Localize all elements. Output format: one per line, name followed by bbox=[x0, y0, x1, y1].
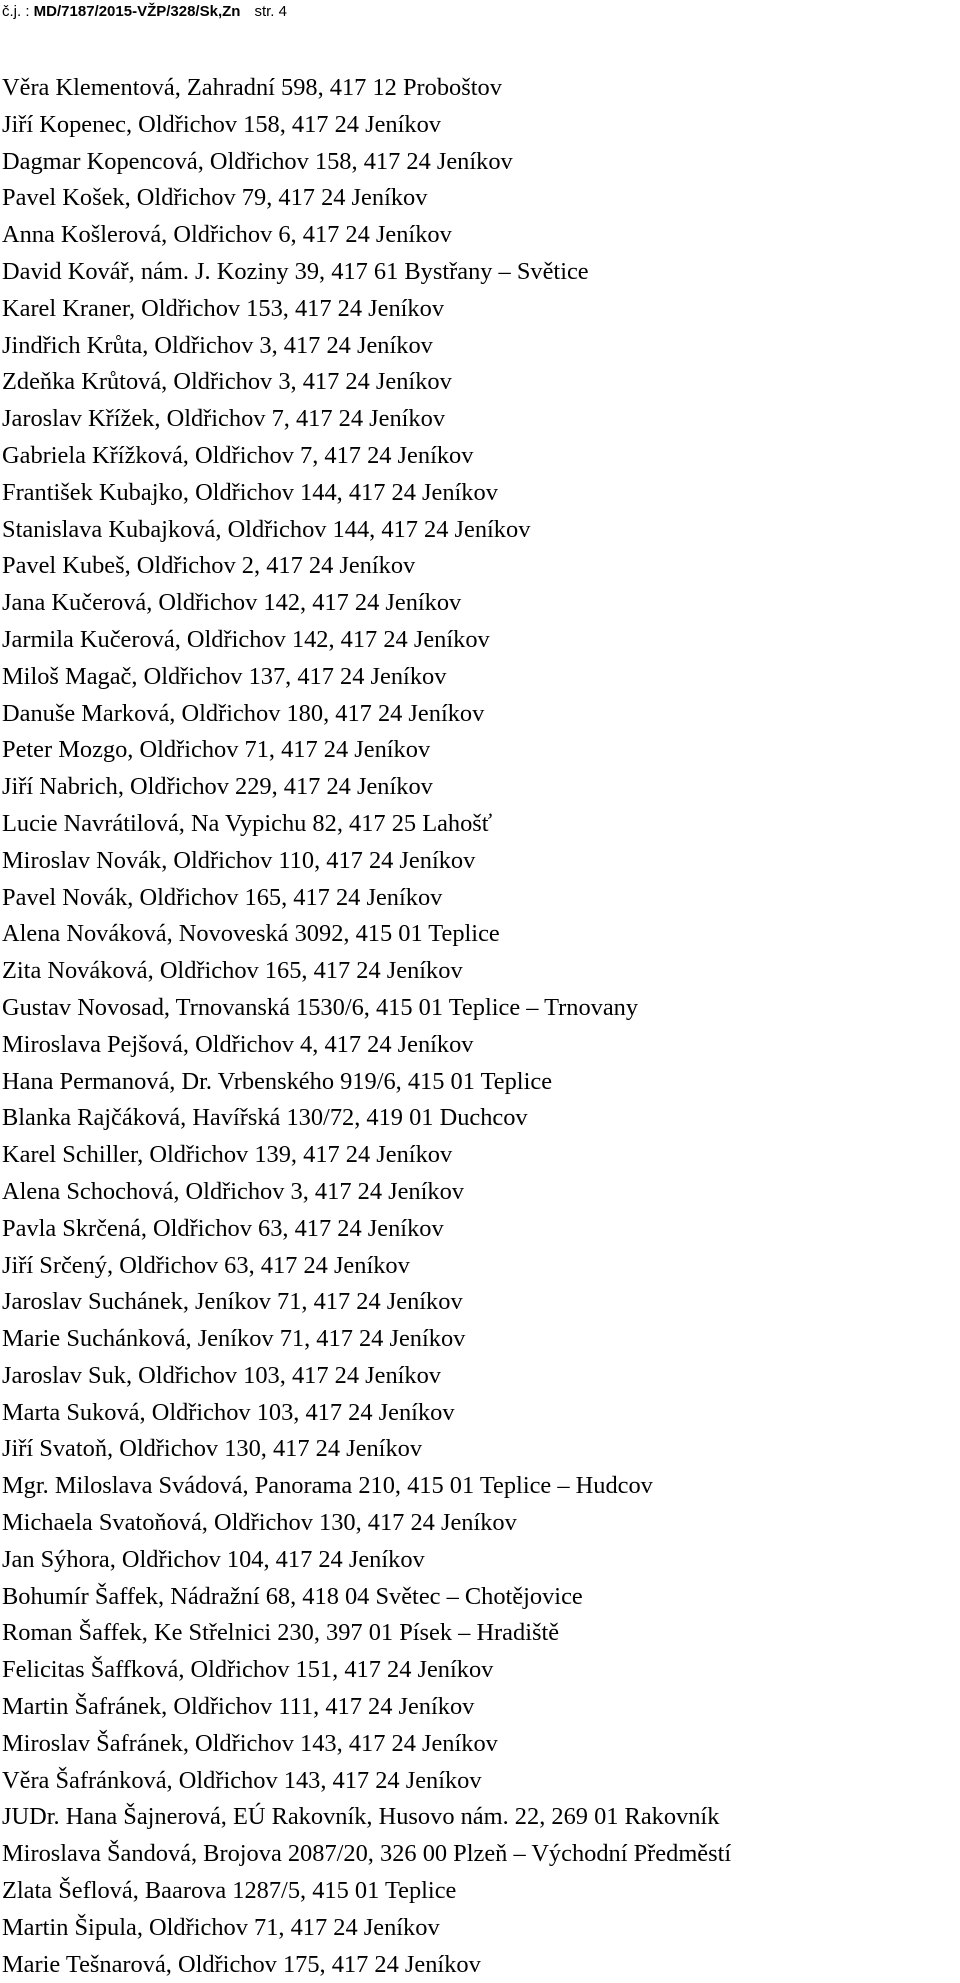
address-entry: Zita Nováková, Oldřichov 165, 417 24 Jeníkov bbox=[2, 957, 463, 985]
address-entry: Jiří Kopenec, Oldřichov 158, 417 24 Jeníkov bbox=[2, 110, 441, 138]
address-entry: Dagmar Kopencová, Oldřichov 158, 417 24 Jeníkov bbox=[2, 147, 513, 175]
address-entry: Pavel Kubeš, Oldřichov 2, 417 24 Jeníkov bbox=[2, 552, 416, 580]
address-entry: František Kubajko, Oldřichov 144, 417 24 Jeníkov bbox=[2, 478, 498, 506]
address-entry: Jaroslav Suk, Oldřichov 103, 417 24 Jeníkov bbox=[2, 1361, 441, 1389]
address-entry: Gabriela Křížková, Oldřichov 7, 417 24 Jeníkov bbox=[2, 441, 474, 469]
address-entry: Zdeňka Krůtová, Oldřichov 3, 417 24 Jeníkov bbox=[2, 368, 452, 396]
address-entry: Jaroslav Křížek, Oldřichov 7, 417 24 Jeníkov bbox=[2, 405, 446, 433]
address-entry: Jana Kučerová, Oldřichov 142, 417 24 Jeníkov bbox=[2, 589, 462, 617]
address-entry: Roman Šaffek, Ke Střelnici 230, 397 01 Písek – Hradiště bbox=[2, 1619, 560, 1647]
address-entry: Miroslava Pejšová, Oldřichov 4, 417 24 Jeníkov bbox=[2, 1030, 474, 1058]
address-entry: Michaela Svatoňová, Oldřichov 130, 417 24 Jeníkov bbox=[2, 1509, 517, 1537]
address-entry: Danuše Marková, Oldřichov 180, 417 24 Jeníkov bbox=[2, 699, 485, 727]
address-entry: Lucie Navrátilová, Na Vypichu 82, 417 25 Lahošť bbox=[2, 809, 493, 837]
page-header bbox=[2, 2, 287, 22]
address-entry: Stanislava Kubajková, Oldřichov 144, 417 24 Jeníkov bbox=[2, 515, 531, 543]
address-entry: JUDr. Hana Šajnerová, EÚ Rakovník, Husovo nám. 22, 269 01 Rakovník bbox=[2, 1803, 720, 1831]
address-entry: Karel Schiller, Oldřichov 139, 417 24 Jeníkov bbox=[2, 1141, 453, 1169]
address-entry: Hana Permanová, Dr. Vrbenského 919/6, 415 01 Teplice bbox=[2, 1067, 553, 1095]
address-entry: Věra Šafránková, Oldřichov 143, 417 24 Jeníkov bbox=[2, 1766, 482, 1794]
address-entry: Miroslav Novák, Oldřichov 110, 417 24 Jeníkov bbox=[2, 846, 476, 874]
address-entry: Alena Nováková, Novoveská 3092, 415 01 Teplice bbox=[2, 920, 500, 948]
address-entry: Jiří Nabrich, Oldřichov 229, 417 24 Jeníkov bbox=[2, 773, 433, 801]
reference-prefix: č.j. : bbox=[2, 3, 34, 20]
address-entry: Jiří Srčený, Oldřichov 63, 417 24 Jeníkov bbox=[2, 1251, 410, 1279]
address-entry: Anna Košlerová, Oldřichov 6, 417 24 Jeníkov bbox=[2, 221, 452, 249]
address-entry: Pavel Novák, Oldřichov 165, 417 24 Jeníkov bbox=[2, 883, 443, 911]
address-entry: Alena Schochová, Oldřichov 3, 417 24 Jeníkov bbox=[2, 1177, 464, 1205]
page-number: str. 4 bbox=[254, 3, 287, 20]
address-entry: Jan Sýhora, Oldřichov 104, 417 24 Jeníkov bbox=[2, 1545, 425, 1573]
address-entry: Jiří Svatoň, Oldřichov 130, 417 24 Jeníkov bbox=[2, 1435, 423, 1463]
address-entry: Jarmila Kučerová, Oldřichov 142, 417 24 Jeníkov bbox=[2, 625, 490, 653]
address-entry: Mgr. Miloslava Svádová, Panorama 210, 415 01 Teplice – Hudcov bbox=[2, 1472, 653, 1500]
address-list bbox=[2, 70, 731, 1983]
address-entry: Martin Šafránek, Oldřichov 111, 417 24 Jeníkov bbox=[2, 1693, 475, 1721]
address-entry: Karel Kraner, Oldřichov 153, 417 24 Jeníkov bbox=[2, 294, 445, 322]
address-entry: Pavel Košek, Oldřichov 79, 417 24 Jeníkov bbox=[2, 184, 428, 212]
address-entry: Marie Tešnarová, Oldřichov 175, 417 24 Jeníkov bbox=[2, 1950, 481, 1978]
address-entry: Martin Šipula, Oldřichov 71, 417 24 Jeníkov bbox=[2, 1913, 440, 1941]
address-entry: Miroslav Šafránek, Oldřichov 143, 417 24 Jeníkov bbox=[2, 1729, 498, 1757]
address-entry: Zlata Šeflová, Baarova 1287/5, 415 01 Teplice bbox=[2, 1877, 457, 1905]
address-entry: Miloš Magač, Oldřichov 137, 417 24 Jeníkov bbox=[2, 662, 447, 690]
address-entry: Marta Suková, Oldřichov 103, 417 24 Jeníkov bbox=[2, 1398, 455, 1426]
address-entry: Bohumír Šaffek, Nádražní 68, 418 04 Světec – Chotějovice bbox=[2, 1582, 583, 1610]
address-entry: David Kovář, nám. J. Koziny 39, 417 61 Bystřany – Světice bbox=[2, 257, 589, 285]
address-entry: Blanka Rajčáková, Havířská 130/72, 419 01 Duchcov bbox=[2, 1104, 528, 1132]
address-entry: Gustav Novosad, Trnovanská 1530/6, 415 01 Teplice – Trnovany bbox=[2, 993, 639, 1021]
address-entry: Pavla Skrčená, Oldřichov 63, 417 24 Jeníkov bbox=[2, 1214, 444, 1242]
address-entry: Věra Klementová, Zahradní 598, 417 12 Proboštov bbox=[2, 74, 502, 101]
address-entry: Felicitas Šaffková, Oldřichov 151, 417 24 Jeníkov bbox=[2, 1656, 494, 1684]
address-entry: Miroslava Šandová, Brojova 2087/20, 326 00 Plzeň – Východní Předměstí bbox=[2, 1840, 732, 1868]
address-entry: Marie Suchánková, Jeníkov 71, 417 24 Jeníkov bbox=[2, 1325, 466, 1353]
reference-number: MD/7187/2015-VŽP/328/Sk,Zn bbox=[33, 3, 241, 20]
address-entry: Jaroslav Suchánek, Jeníkov 71, 417 24 Jeníkov bbox=[2, 1288, 463, 1316]
address-entry: Jindřich Krůta, Oldřichov 3, 417 24 Jeníkov bbox=[2, 331, 433, 359]
address-entry: Peter Mozgo, Oldřichov 71, 417 24 Jeníkov bbox=[2, 736, 431, 764]
